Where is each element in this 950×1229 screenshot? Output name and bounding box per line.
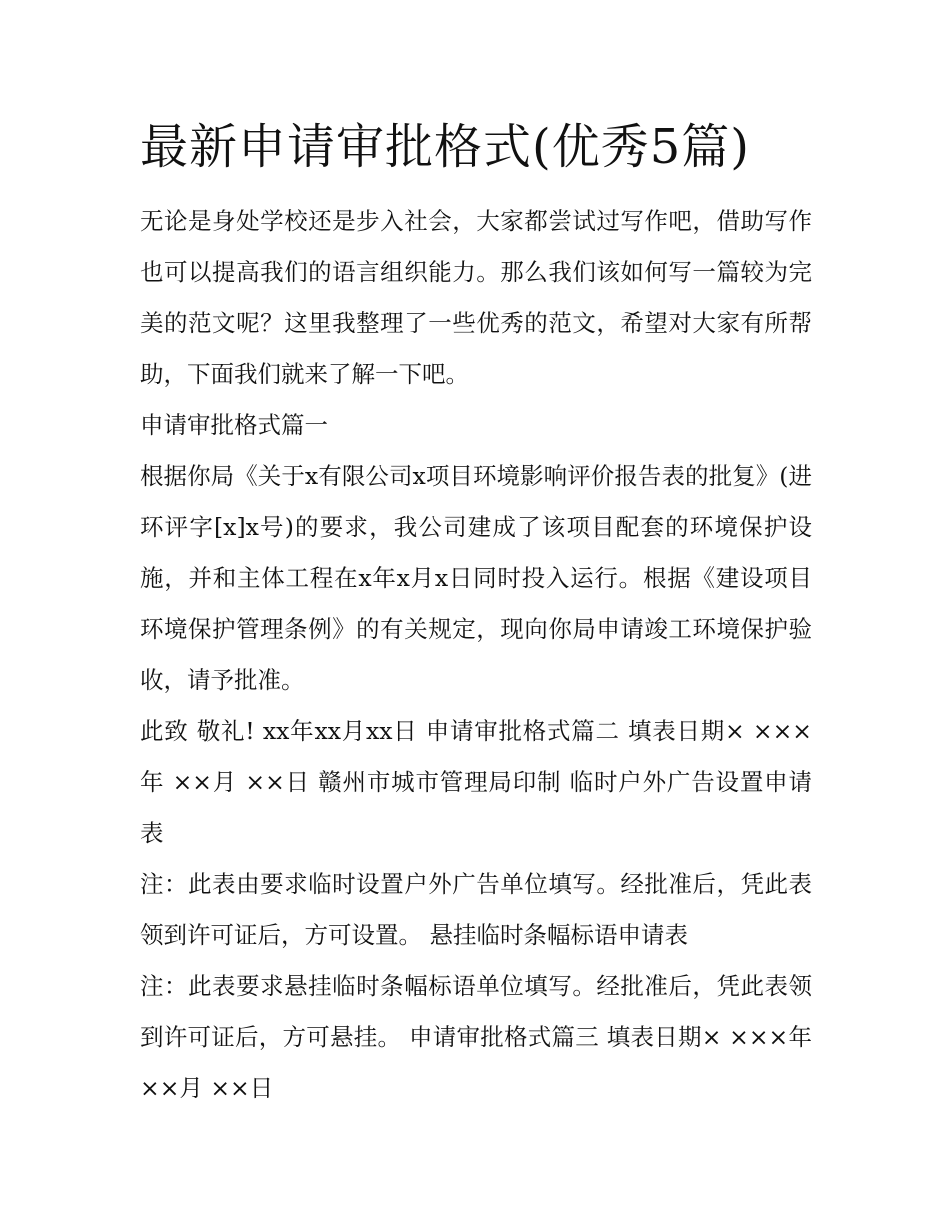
section-heading-one: 申请审批格式篇一 <box>140 411 328 439</box>
document-title: 最新申请审批格式(优秀5篇) <box>140 119 750 175</box>
note-paragraph: 注：此表要求悬挂临时条幅标语单位填写。经批准后，凭此表领到许可证后，方可悬挂。 申请审批格式篇三 填表日期× ×××年 ××月 ××日 <box>140 972 812 1102</box>
body-paragraph: 根据你局《关于x有限公司x项目环境影响评价报告表的批复》(进环评字[x]x号)的要求，我公司建成了该项目配套的环境保护设施，并和主体工程在x年x月x日同时投入运行。根据《建设项目环境保护管理条例》的有关规定，现向你局申请竣工环境保护验收，请予批准。 <box>140 462 812 694</box>
note-paragraph: 注：此表由要求临时设置户外广告单位填写。经批准后，凭此表领到许可证后，方可设置。 悬挂临时条幅标语申请表 <box>140 870 812 949</box>
body-paragraph: 此致 敬礼! xx年xx月xx日 申请审批格式篇二 填表日期× ×××年 ××月 ××日 赣州市城市管理局印制 临时户外广告设置申请表 <box>140 717 812 847</box>
intro-paragraph: 无论是身处学校还是步入社会，大家都尝试过写作吧，借助写作也可以提高我们的语言组织能力。那么我们该如何写一篇较为完美的范文呢？这里我整理了一些优秀的范文，希望对大家有所帮助，下面我们就来了解一下吧。 <box>140 207 812 388</box>
document-page <box>140 114 812 1114</box>
